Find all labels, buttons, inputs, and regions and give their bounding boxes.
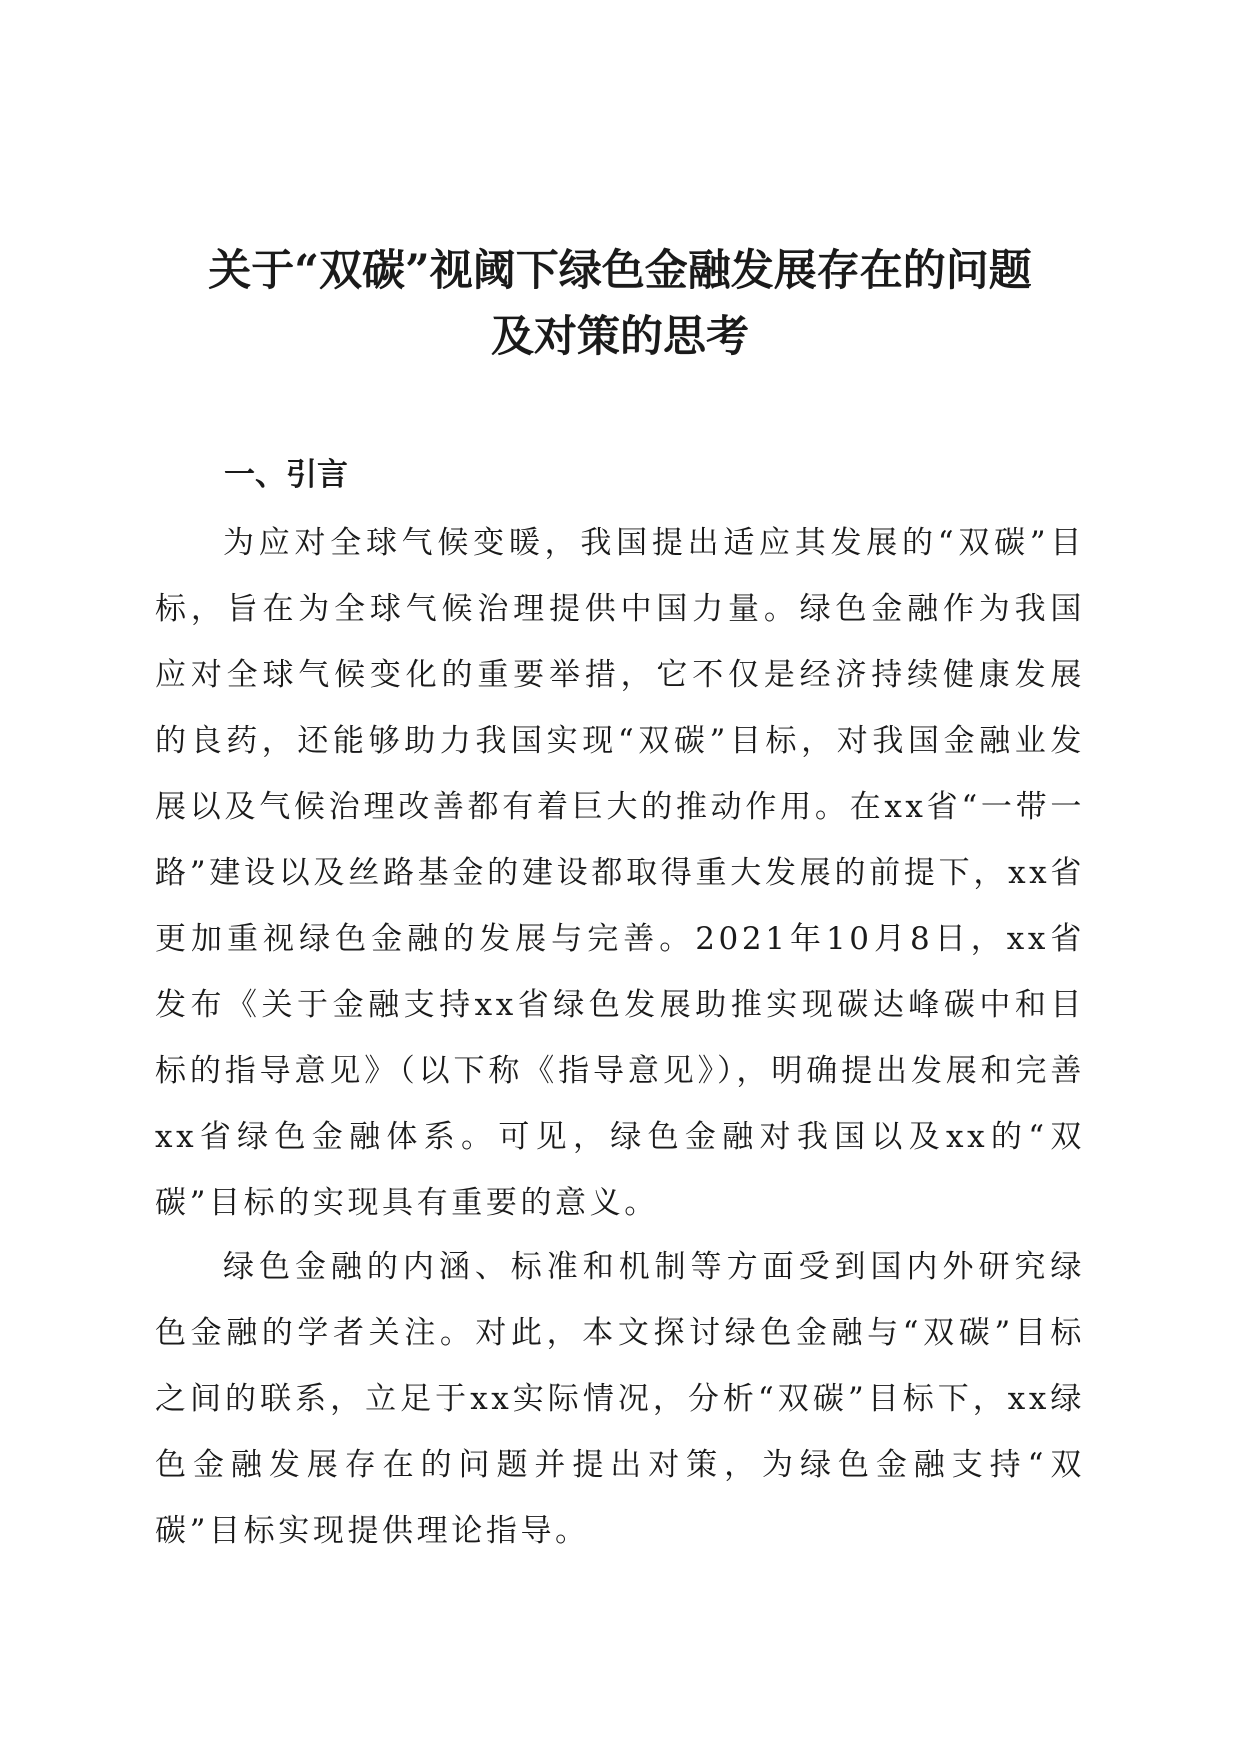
body-paragraph-2: 绿色金融的内涵、标准和机制等方面受到国内外研究绿色金融的学者关注。对此，本文探讨绿色金融与“双碳”目标之间的联系，立足于xx实际情况，分析“双碳”目标下，xx绿色金融发展存在的问题并提出对策，为绿色金融支持“双碳”目标实现提供理论指导。 (155, 1249, 1085, 1549)
section-heading: 一、引言 (224, 457, 348, 493)
document-title (150, 238, 1090, 370)
title-line-1: 关于“双碳”视阈下绿色金融发展存在的问题 (208, 246, 1032, 296)
title-line-2: 及对策的思考 (491, 312, 749, 362)
body-paragraph-1: 为应对全球气候变暖，我国提出适应其发展的“双碳”目标，旨在为全球气候治理提供中国力量。绿色金融作为我国应对全球气候变化的重要举措，它不仅是经济持续健康发展的良药，还能够助力我国实现“双碳”目标，对我国金融业发展以及气候治理改善都有着巨大的推动作用。在xx省“一带一路”建设以及丝路基金的建设都取得重大发展的前提下，xx省更加重视绿色金融的发展与完善。2021年10月8日，xx省发布《关于金融支持xx省绿色发展助推实现碳达峰碳中和目标的指导意见》（以下称《指导意见》），明确提出发展和完善xx省绿色金融体系。可见，绿色金融对我国以及xx的“双碳”目标的实现具有重要的意义。 (155, 525, 1085, 1221)
